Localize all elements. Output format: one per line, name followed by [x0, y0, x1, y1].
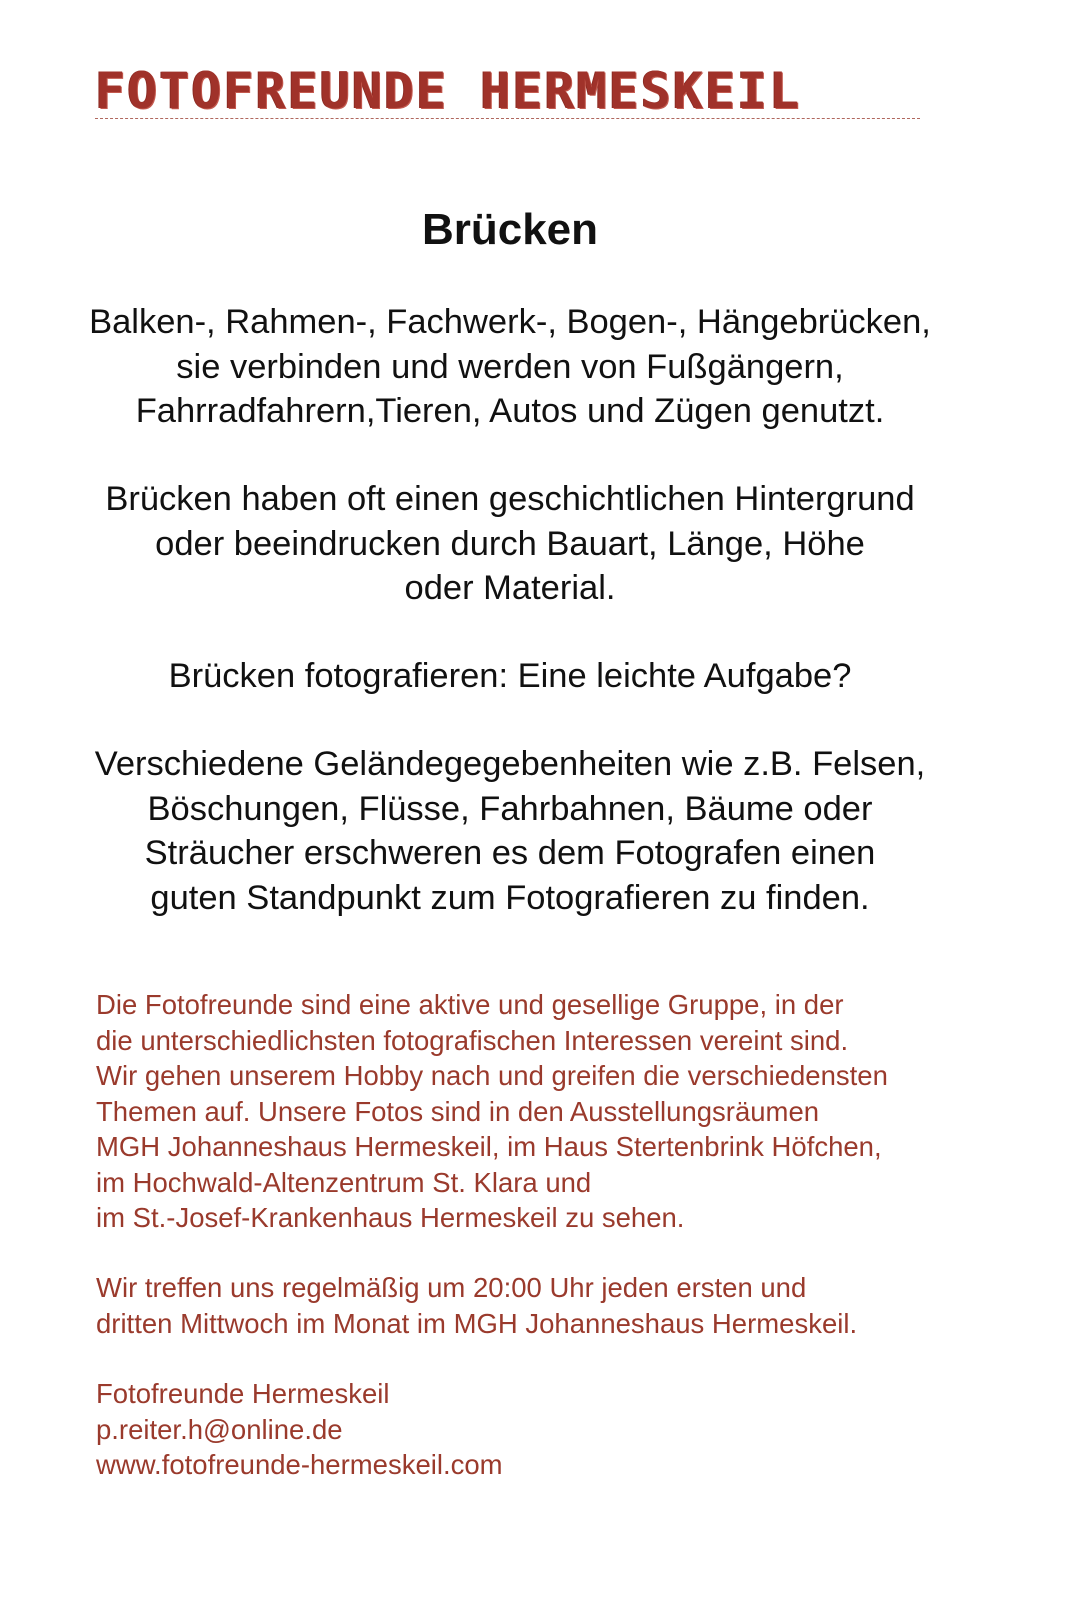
text-line: Wir treffen uns regelmäßig um 20:00 Uhr jeden ersten und — [96, 1272, 807, 1303]
logo-underline — [95, 118, 920, 119]
intro-paragraph-terrain — [0, 742, 1020, 920]
text-line: MGH Johanneshaus Hermeskeil, im Haus Stertenbrink Höfchen, — [96, 1131, 882, 1162]
intro-paragraph-history — [0, 477, 1020, 611]
text-line: im St.-Josef-Krankenhaus Hermeskeil zu sehen. — [96, 1202, 685, 1233]
text-line: dritten Mittwoch im Monat im MGH Johanneshaus Hermeskeil. — [96, 1307, 858, 1339]
text-line: Fahrradfahrern,Tieren, Autos und Zügen genutzt. — [135, 392, 885, 430]
text-line: Verschiedene Geländegegebenheiten wie z.B. Felsen, — [94, 745, 926, 783]
contact-website: www.fotofreunde-hermeskeil.com — [96, 1449, 503, 1480]
club-about-paragraph — [96, 987, 996, 1236]
text-line: Balken-, Rahmen-, Fachwerk-, Bogen-, Hängebrücken, — [89, 303, 931, 341]
text-line: guten Standpunkt zum Fotografieren zu finden. — [150, 878, 870, 917]
logo-text: FOTOFREUNDE HERMESKEIL — [95, 62, 802, 120]
text-line: im Hochwald-Altenzentrum St. Klara und — [96, 1166, 592, 1198]
text-line: Brücken haben oft einen geschichtlichen Hintergrund — [105, 480, 915, 518]
intro-paragraph-question — [0, 654, 1020, 699]
text-line: die unterschiedlichsten fotografischen Interessen vereint sind. — [96, 1024, 849, 1056]
intro-paragraph-bridge-types — [0, 300, 1020, 434]
text-line: oder Material. — [404, 569, 616, 607]
text-line: sie verbinden und werden von Fußgängern, — [176, 347, 844, 386]
text-line: Wir gehen unserem Hobby nach und greifen die verschiedensten — [96, 1060, 888, 1091]
text-line: Brücken fotografieren: Eine leichte Aufgabe? — [168, 657, 852, 695]
text-line: Böschungen, Flüsse, Fahrbahnen, Bäume oder — [147, 789, 873, 828]
header — [95, 60, 920, 120]
club-contact — [96, 1376, 996, 1483]
contact-email: p.reiter.h@online.de — [96, 1413, 343, 1445]
page-title: Brücken — [421, 205, 599, 254]
text-line: Die Fotofreunde sind eine aktive und gesellige Gruppe, in der — [96, 989, 844, 1020]
contact-name: Fotofreunde Hermeskeil — [96, 1378, 390, 1409]
text-line: Sträucher erschweren es dem Fotografen einen — [144, 834, 876, 872]
text-line: Themen auf. Unsere Fotos sind in den Ausstellungsräumen — [96, 1095, 820, 1127]
text-line: oder beeindrucken durch Bauart, Länge, Höhe — [155, 524, 865, 563]
club-meeting-paragraph — [96, 1270, 996, 1341]
